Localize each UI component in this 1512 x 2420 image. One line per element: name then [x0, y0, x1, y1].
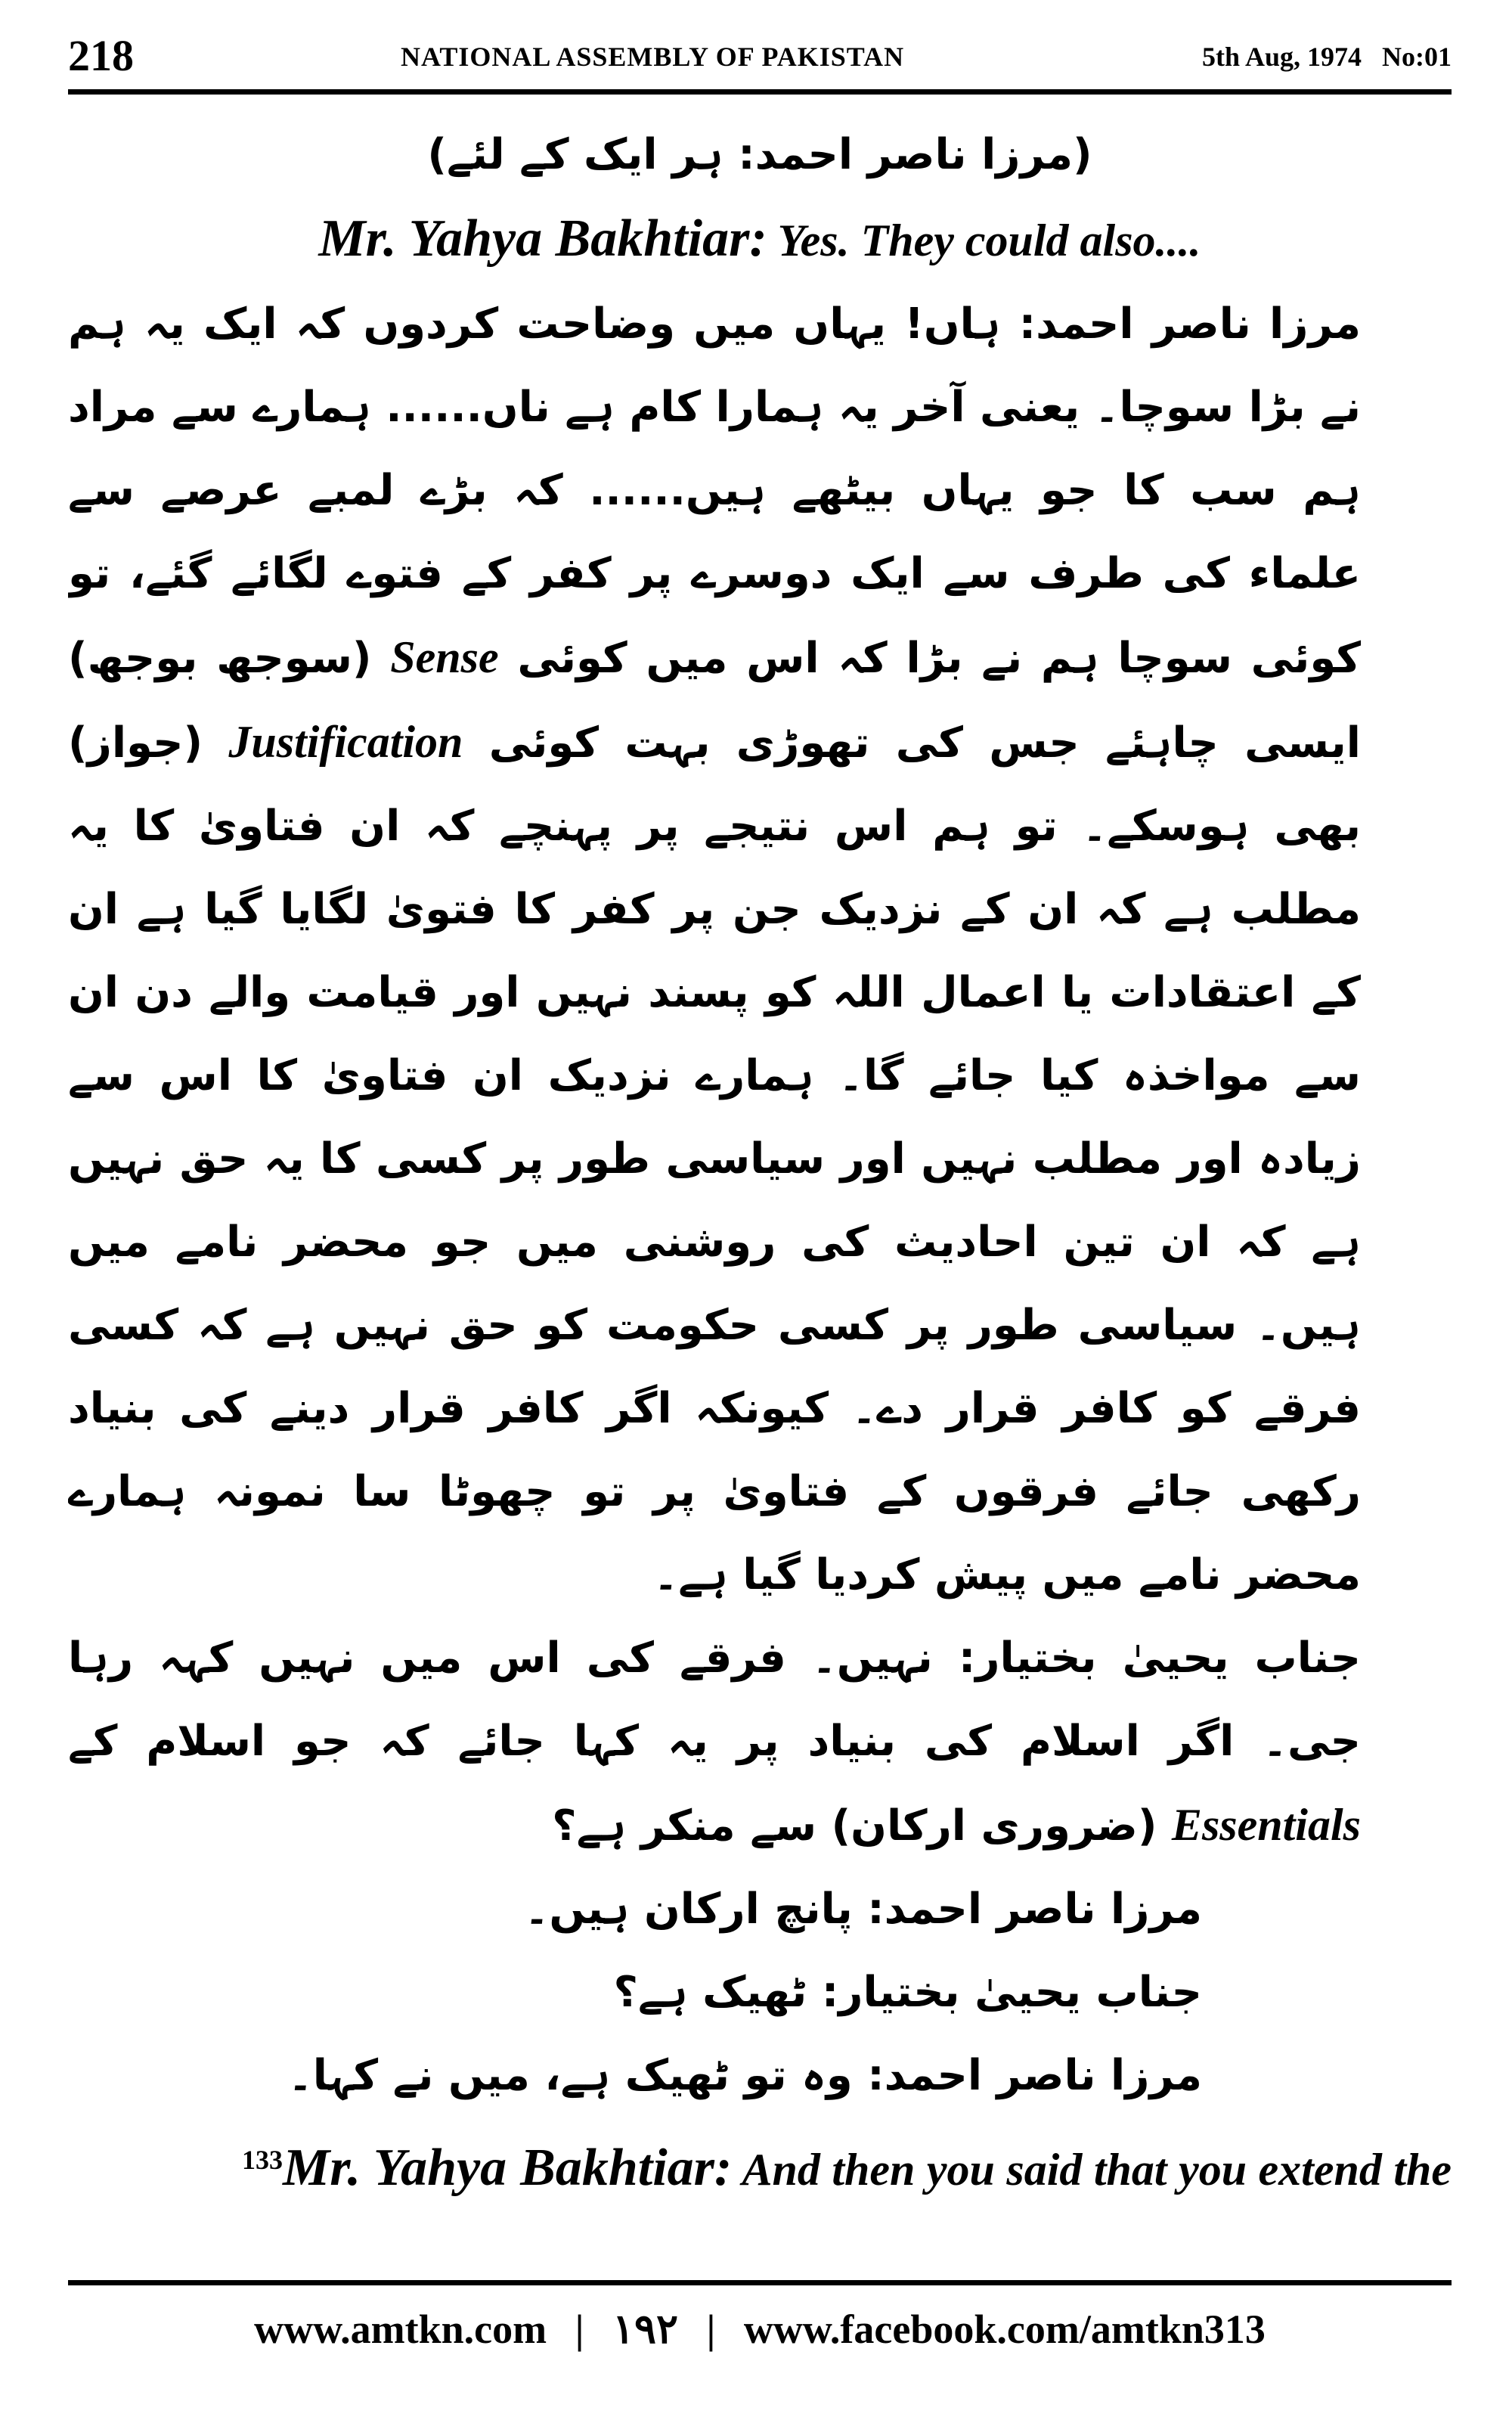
footer-separator: | — [575, 2307, 584, 2352]
speaker-name: Mr. Yahya Bakhtiar: — [318, 209, 767, 268]
paragraph-5: مرزا ناصر احمد: پانچ ارکان ہیں۔ — [524, 1885, 1202, 1934]
urdu-text: (سوجھ بوجھ) ایسی چاہئے جس کی تھوڑی بہت کوئی — [68, 634, 1361, 768]
paragraph-6: جناب یحییٰ بختیار: ٹھیک ہے؟ — [613, 1968, 1202, 2017]
footnote-ref: 133 — [242, 2145, 283, 2175]
paragraph-1: (مرزا ناصر احمد: ہر ایک کے لئے) — [427, 130, 1092, 179]
paragraph-8 — [68, 2118, 1452, 2223]
urdu-text: (ضروری ارکان) سے منکر ہے؟ — [552, 1801, 1157, 1851]
footer-separator: | — [706, 2307, 716, 2352]
header-title: NATIONAL ASSEMBLY OF PAKISTAN — [401, 42, 905, 72]
page-content — [68, 113, 1452, 2223]
urdu-text: (جواز) بھی ہوسکے۔ تو ہم اس نتیجے پر پہنچے کہ ان فتاویٰ کا یہ مطلب ہے کہ ان کے نزدیک جن پر کفر کا فتویٰ لگایا گیا ہے ان کے اعتقادات یا اعمال اللہ کو پسند نہیں اور قیامت والے دن ان سے مواخذہ کیا جائے گا۔ ہمارے نزدیک ان فتاویٰ کا اس سے زیادہ اور مطلب نہیں اور سیاسی طور پر کسی کا یہ حق نہیں ہے کہ ان تین احادیث کی روشنی میں جو محضر نامے میں ہیں۔ سیاسی طور پر کسی حکومت کو حق نہیں ہے کہ کسی فرقے کو کافر قرار دے۔ کیونکہ اگر کافر قرار دینے کی بنیاد رکھی جائے فرقوں کے فتاویٰ پر تو چھوٹا سا نمونہ ہمارے محضر نامے میں پیش کردیا گیا ہے۔ — [68, 718, 1361, 1599]
english-term-sense: Sense — [390, 632, 499, 682]
urdu-text: مرزا ناصر احمد: ہاں! یہاں میں وضاحت کردوں کہ ایک یہ ہم نے بڑا سوچا۔ یعنی آخر یہ ہمارا کام ہے ناں...... ہمارے سے مراد ہم سب کا جو یہاں بیٹھے ہیں...... کہ بڑے لمبے عرصے سے علماء کی طرف سے ایک دوسرے پر کفر کے فتوے لگائے گئے، تو کوئی سوچا ہم نے بڑا کہ اس میں کوئی — [68, 299, 1362, 683]
page-footer — [68, 2305, 1452, 2353]
paragraph-2 — [68, 197, 1452, 283]
footer-rule — [68, 2280, 1452, 2285]
speech-text: Yes. They could also.... — [777, 216, 1201, 265]
page-number: 218 — [68, 31, 134, 80]
urdu-text: جناب یحییٰ بختیار: نہیں۔ فرقے کی اس میں نہیں کہہ رہا جی۔ اگر اسلام کی بنیاد پر یہ کہا جائے کہ جو اسلام کے — [68, 1634, 1361, 1766]
page-header — [68, 30, 1452, 83]
footer-website-link[interactable]: www.amtkn.com — [254, 2307, 547, 2352]
paragraph-4 — [68, 1617, 1452, 1868]
speech-text: And then you said that you extend the — [742, 2145, 1452, 2195]
english-term-justification: Justification — [228, 717, 463, 767]
header-date — [1202, 41, 1452, 73]
english-term-essentials: Essentials — [1171, 1800, 1361, 1850]
header-rule — [68, 89, 1452, 95]
footer-facebook-link[interactable]: www.facebook.com/amtkn313 — [743, 2307, 1266, 2352]
footer-page-number: ۱۹۲ — [612, 2307, 679, 2352]
speaker-name: Mr. Yahya Bakhtiar: — [283, 2139, 733, 2197]
paragraph-3 — [68, 283, 1452, 1617]
header-number: No:01 — [1382, 42, 1452, 72]
header-date-text: 5th Aug, 1974 — [1201, 42, 1362, 72]
paragraph-7: مرزا ناصر احمد: وہ تو ٹھیک ہے، میں نے کہا۔ — [287, 2051, 1202, 2100]
